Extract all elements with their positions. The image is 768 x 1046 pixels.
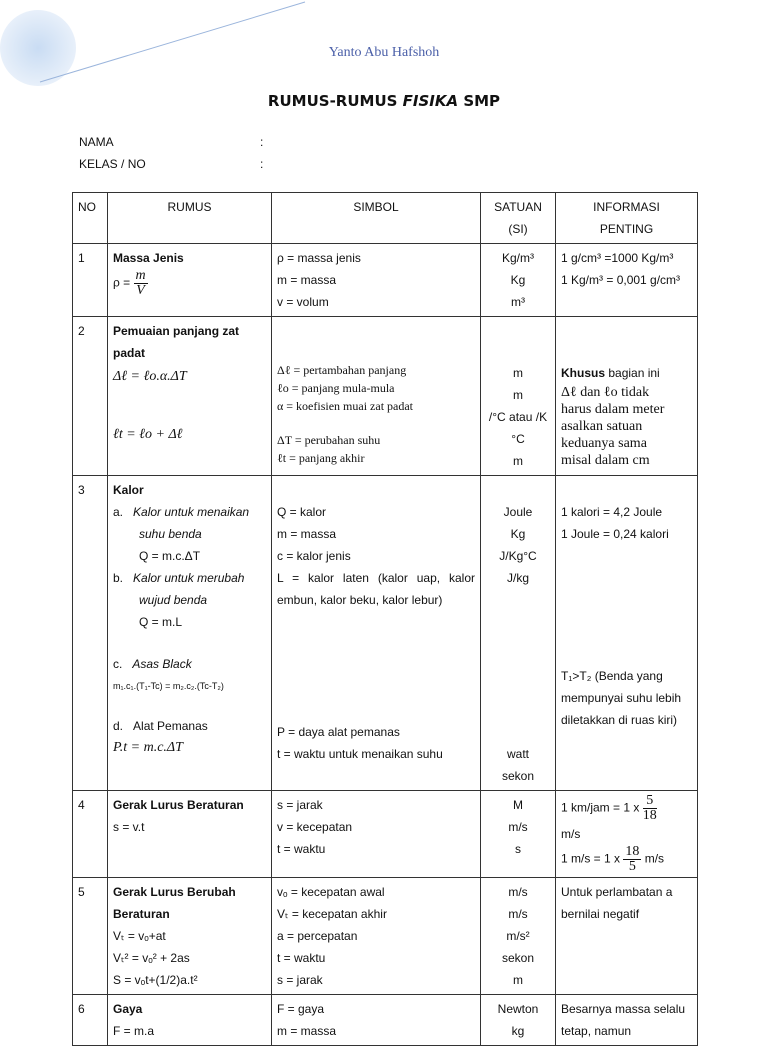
rumus-cell — [108, 244, 272, 317]
row-number: 4 — [73, 791, 108, 878]
nama-colon: : — [260, 135, 264, 149]
satuan-cell: Kg/m³ Kg m³ — [481, 244, 556, 317]
table-row — [73, 791, 698, 878]
row-number: 6 — [73, 995, 108, 1046]
info-cell: 1 g/cm³ =1000 Kg/m³ 1 Kg/m³ = 0,001 g/cm³ — [556, 244, 698, 317]
rumus-cell: Gerak Lurus Berubah Beraturan Vₜ = vₒ+at Vₜ² = vₒ² + 2as S = vₒt+(1/2)a.t² — [108, 878, 272, 995]
satuan-cell: M m/s s — [481, 791, 556, 878]
header-informasi: INFORMASI PENTING — [556, 193, 698, 244]
density-formula: ρ = $\frac{m}{V}$ — [113, 268, 146, 298]
satuan-cell: Joule Kg J/Kg°C J/kg watt sekon — [481, 476, 556, 791]
header-rumus: RUMUS — [108, 193, 272, 244]
simbol-cell: vₒ = kecepatan awal Vₜ = kecepatan akhir a = percepatan t = waktu s = jarak — [272, 878, 481, 995]
kelas-label: KELAS / NO — [79, 157, 146, 171]
simbol-cell: ρ = massa jenis m = massa v = volum — [272, 244, 481, 317]
heater-formula: P.t = m.c.ΔT — [113, 740, 183, 755]
row-number: 5 — [73, 878, 108, 995]
row-number: 1 — [73, 244, 108, 317]
nama-label: NAMA — [79, 135, 114, 149]
expansion-formula: Δℓ = ℓo.α.ΔT — [113, 369, 187, 384]
rumus-cell: Gerak Lurus Beraturan s = v.t — [108, 791, 272, 878]
kelas-row — [79, 157, 146, 171]
simbol-cell: Δℓ = pertambahan panjang ℓo = panjang mula-mula α = koefisien muai zat padat ΔT = perubahan suhu ℓt = panjang akhir — [272, 317, 481, 476]
fraction: $\frac{m}{V}$ — [135, 268, 146, 298]
info-cell: 1 km/jam = 1 x $\frac{5}{18}$ m/s 1 m/s = 1 x $\frac{18}{5}$ m/s — [556, 791, 698, 878]
final-length-formula: ℓt = ℓo + Δℓ — [113, 427, 183, 442]
rumus-cell: Kalor a. Kalor untuk menaikan suhu benda Q = m.c.ΔT b. Kalor untuk merubah wujud benda Q = m.L c. Asas Black m₁.c₁.(T₁-Tc) = m₂.c₂.(Tc-T₂) d. Alat Pemanas P.t = m.c.ΔT — [108, 476, 272, 791]
header-simbol: SIMBOL — [272, 193, 481, 244]
table-row — [73, 995, 698, 1046]
satuan-cell: m/s m/s m/s² sekon m — [481, 878, 556, 995]
table-row — [73, 244, 698, 317]
row-number: 3 — [73, 476, 108, 791]
info-cell: Khusus bagian ini Δℓ dan ℓo tidak harus dalam meter asalkan satuan keduanya sama misal dalam cm — [556, 317, 698, 476]
simbol-cell: s = jarak v = kecepatan t = waktu — [272, 791, 481, 878]
rumus-cell: Pemuaian panjang zat padat Δℓ = ℓo.α.ΔT ℓt = ℓo + Δℓ — [108, 317, 272, 476]
formula-table — [72, 192, 698, 1046]
info-cell: 1 kalori = 4,2 Joule 1 Joule = 0,24 kalori T₁>T₂ (Benda yang mempunyai suhu lebih diletakkan di ruas kiri) — [556, 476, 698, 791]
row-number: 2 — [73, 317, 108, 476]
fraction: $\frac{5}{18}$ — [642, 793, 657, 823]
page-title: RUMUS-RUMUS FISIKA SMP — [267, 92, 501, 110]
satuan-cell: m m /°C atau /K °C m — [481, 317, 556, 476]
table-row — [73, 476, 698, 791]
info-cell: Besarnya massa selalu tetap, namun — [556, 995, 698, 1046]
table-header-row — [73, 193, 698, 244]
header-no: NO — [73, 193, 108, 244]
header-satuan: SATUAN (SI) — [481, 193, 556, 244]
decorative-line — [40, 2, 305, 82]
rumus-title: Massa Jenis — [113, 251, 184, 265]
rumus-cell: Gaya F = m.a — [108, 995, 272, 1046]
simbol-cell: F = gaya m = massa — [272, 995, 481, 1046]
kelas-colon: : — [260, 157, 264, 171]
table-row — [73, 317, 698, 476]
nama-row — [79, 135, 114, 149]
satuan-cell: Newton kg — [481, 995, 556, 1046]
fraction: $\frac{18}{5}$ — [625, 844, 640, 874]
author-name: Yanto Abu Hafshoh — [328, 45, 440, 60]
table-row — [73, 878, 698, 995]
simbol-cell: Q = kalor m = massa c = kalor jenis L = kalor laten (kalor uap, kalor embun, kalor beku, kalor lebur) P = daya alat pemanas t = waktu untuk menaikan suhu — [272, 476, 481, 791]
info-cell: Untuk perlambatan a bernilai negatif — [556, 878, 698, 995]
